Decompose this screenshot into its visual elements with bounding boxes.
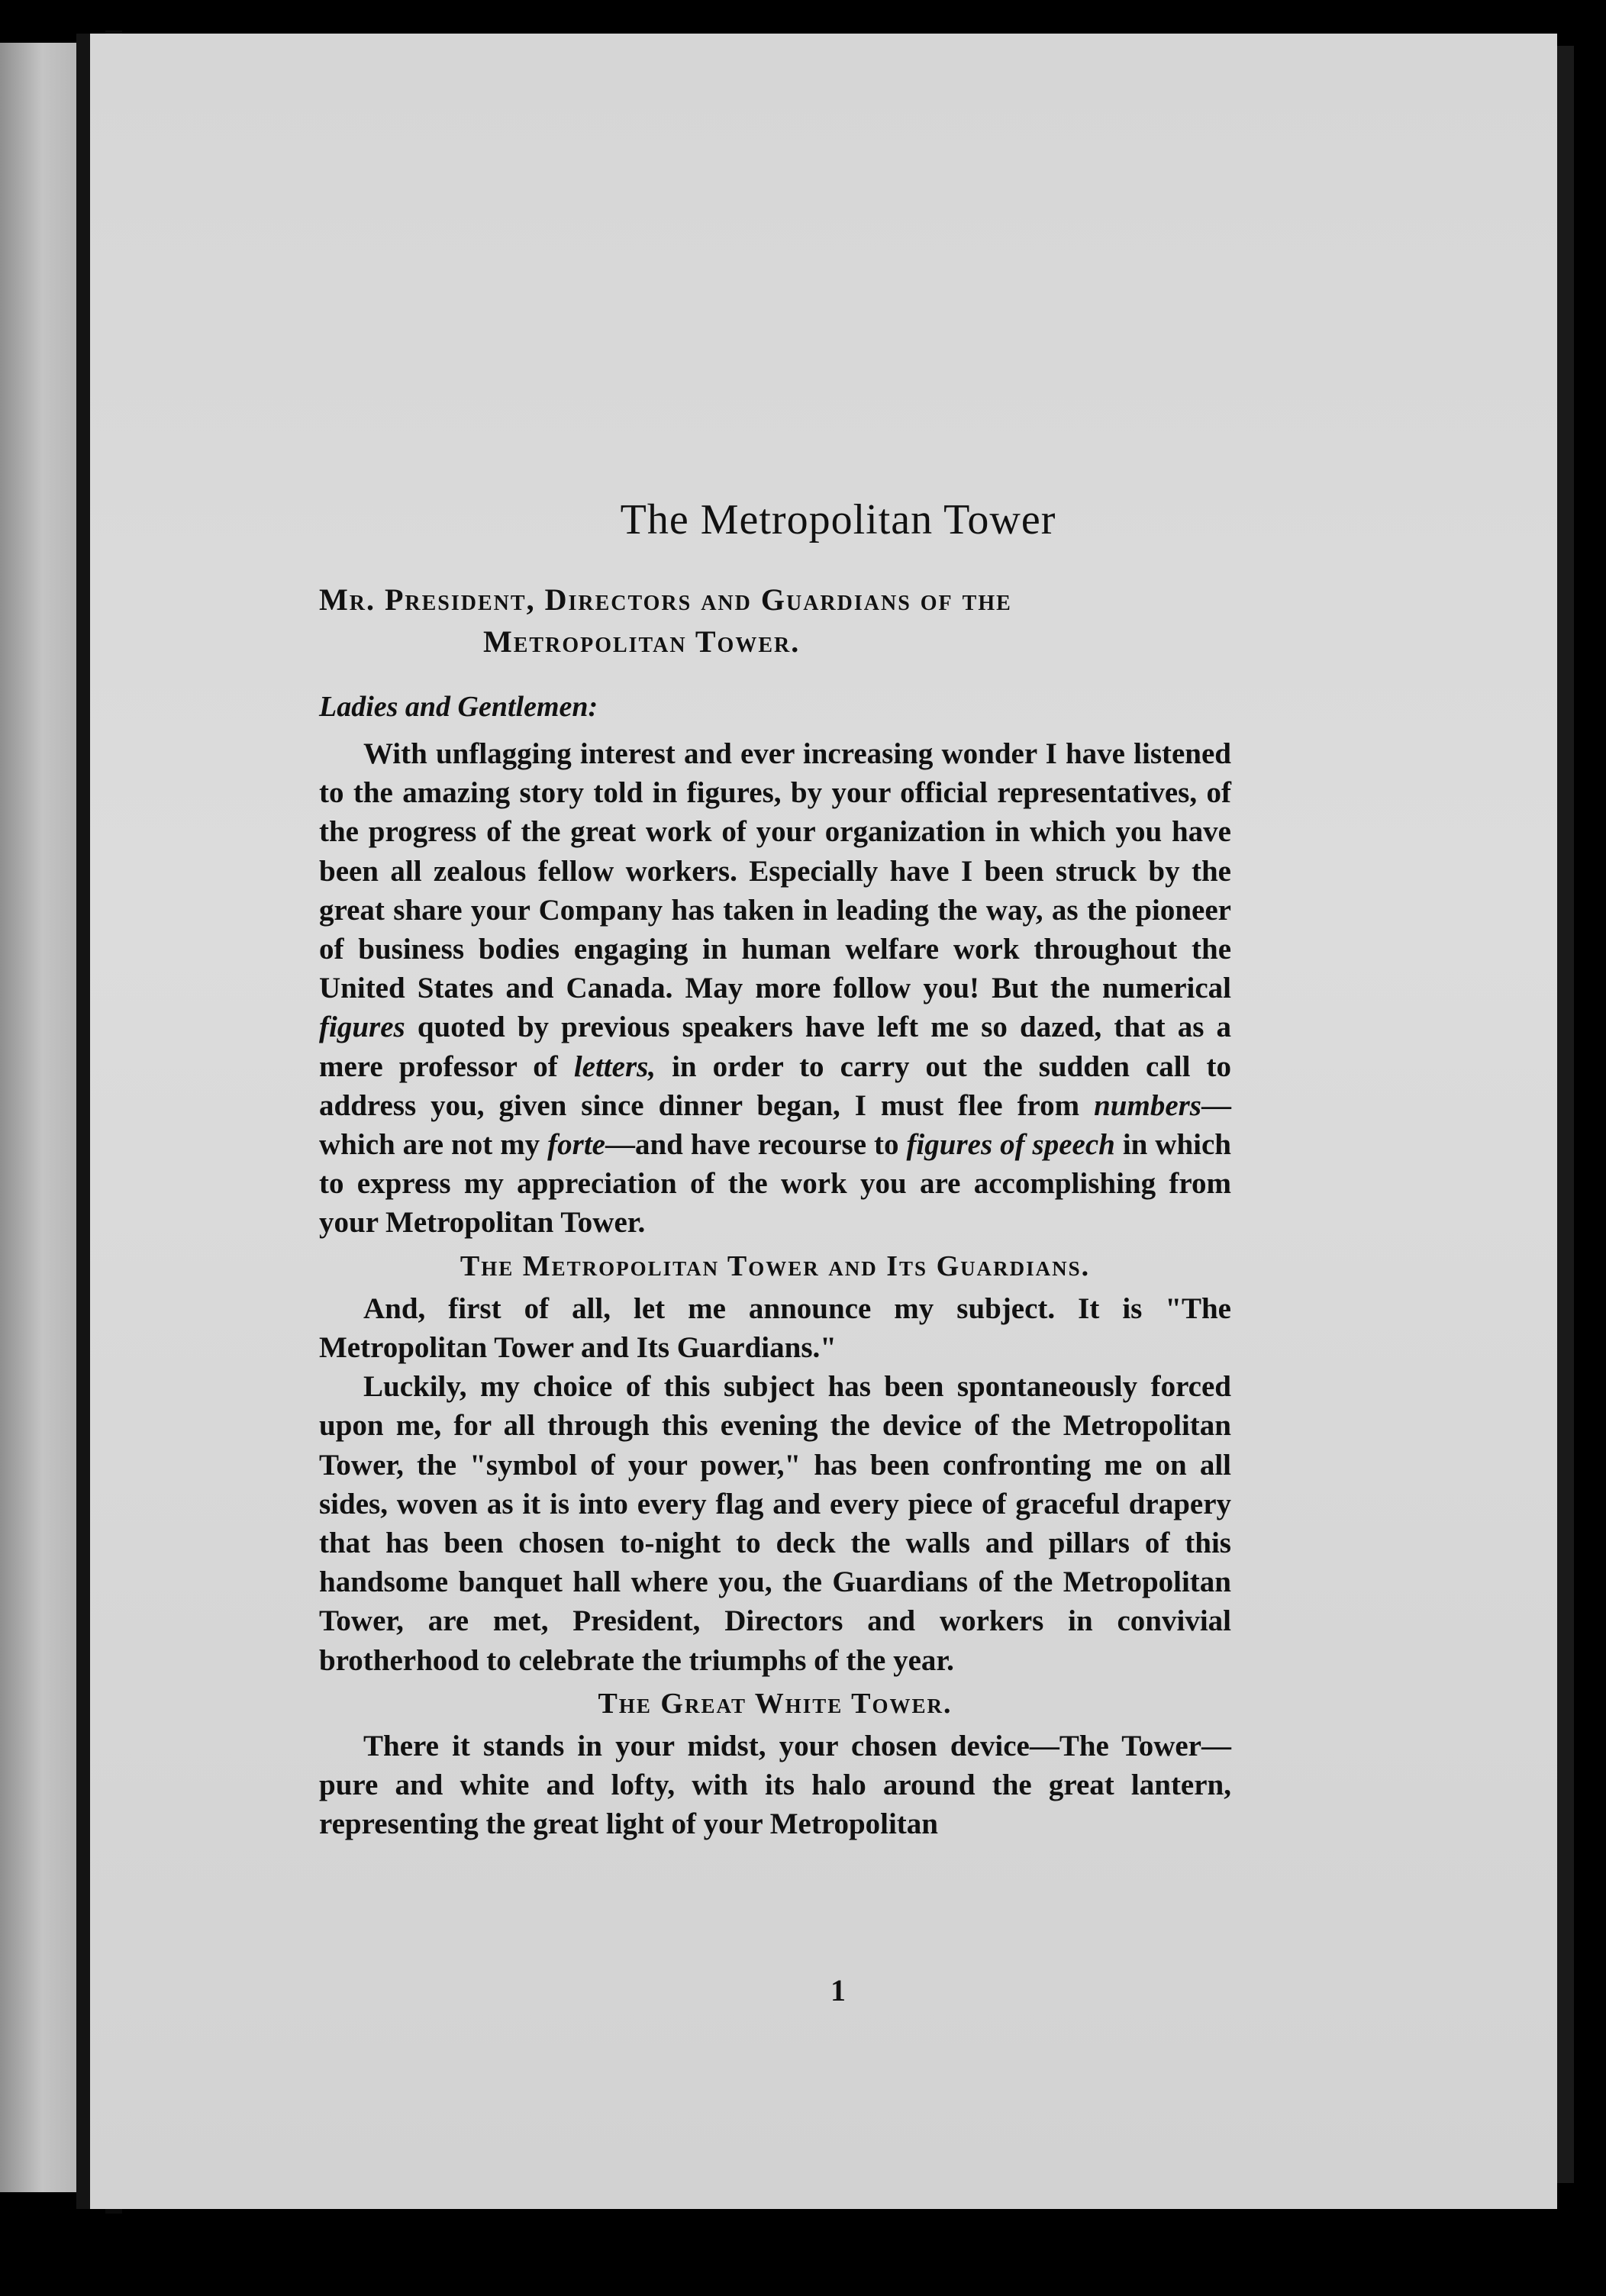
address-line-2: Metropolitan Tower. [483, 624, 801, 659]
book-page [76, 34, 1557, 2209]
italic-figures: figures [319, 1011, 405, 1044]
salutation: Ladies and Gentlemen: [319, 691, 598, 723]
italic-numbers: numbers [1094, 1088, 1201, 1122]
paragraph-2: And, first of all, let me announce my subject. It is "The Metropolitan Tower and Its Guardians." [319, 1292, 1231, 1365]
paragraph-1-text-d: —which are not my [319, 1088, 1231, 1162]
address-line-1: Mr. President, Directors and Guardians of the [319, 582, 1012, 617]
address-block [319, 582, 1159, 659]
paragraph-1-text-e: —and have recourse to [605, 1128, 907, 1162]
paragraph-1-text-a: With unflagging interest and ever increasing wonder I have listened to the amazing story told in figures, by your official representatives, of the progress of the great work of your organization in which you have been all zealous fellow workers. Especially have I been struck by the great share your Company has taken in leading the way, as the pioneer of business bodies engaging in human welfare work throughout the United States and Canada. May more follow you! But the numerical [319, 737, 1231, 1005]
section-heading-1: The Metropolitan Tower and Its Guardians. [460, 1250, 1091, 1282]
italic-figures-of-speech: figures of speech [906, 1128, 1115, 1162]
page-right-edge [1557, 46, 1574, 2183]
paragraph-1-text-c: in order to carry out the sudden call to address you, given since dinner began, I must flee from [319, 1050, 1231, 1122]
paragraph-1-text-b: quoted by previous speakers have left me so dazed, that as a mere professor of [319, 1011, 1231, 1083]
section-heading-2: The Great White Tower. [598, 1687, 953, 1720]
body-text [319, 734, 1231, 1844]
page-title: The Metropolitan Tower [620, 496, 1056, 543]
italic-forte: forte [547, 1128, 605, 1162]
page-number: 1 [830, 1973, 846, 2007]
paragraph-1 [319, 734, 1231, 1243]
paragraph-3: Luckily, my choice of this subject has been spontaneously forced upon me, for all through this evening the device of the Metropolitan Tower, the "symbol of your power," has been confronting me on all sides, woven as it is into every flag and every piece of graceful drapery that has been chosen to-night to deck the walls and pillars of this handsome banquet hall where you, the Guardians of the Metropolitan Tower, are met, President, Directors and workers in convivial brotherhood to celebrate the triumphs of the year. [319, 1370, 1231, 1677]
paragraph-4: There it stands in your midst, your chosen device—The Tower—pure and white and lofty, with its halo around the great lantern, representing the great light of your Metropolitan [319, 1730, 1231, 1841]
paragraph-1-text-f: in which to express my appreciation of the work you are accomplishing from your Metropolitan Tower. [319, 1128, 1231, 1240]
italic-letters: letters, [573, 1050, 656, 1083]
